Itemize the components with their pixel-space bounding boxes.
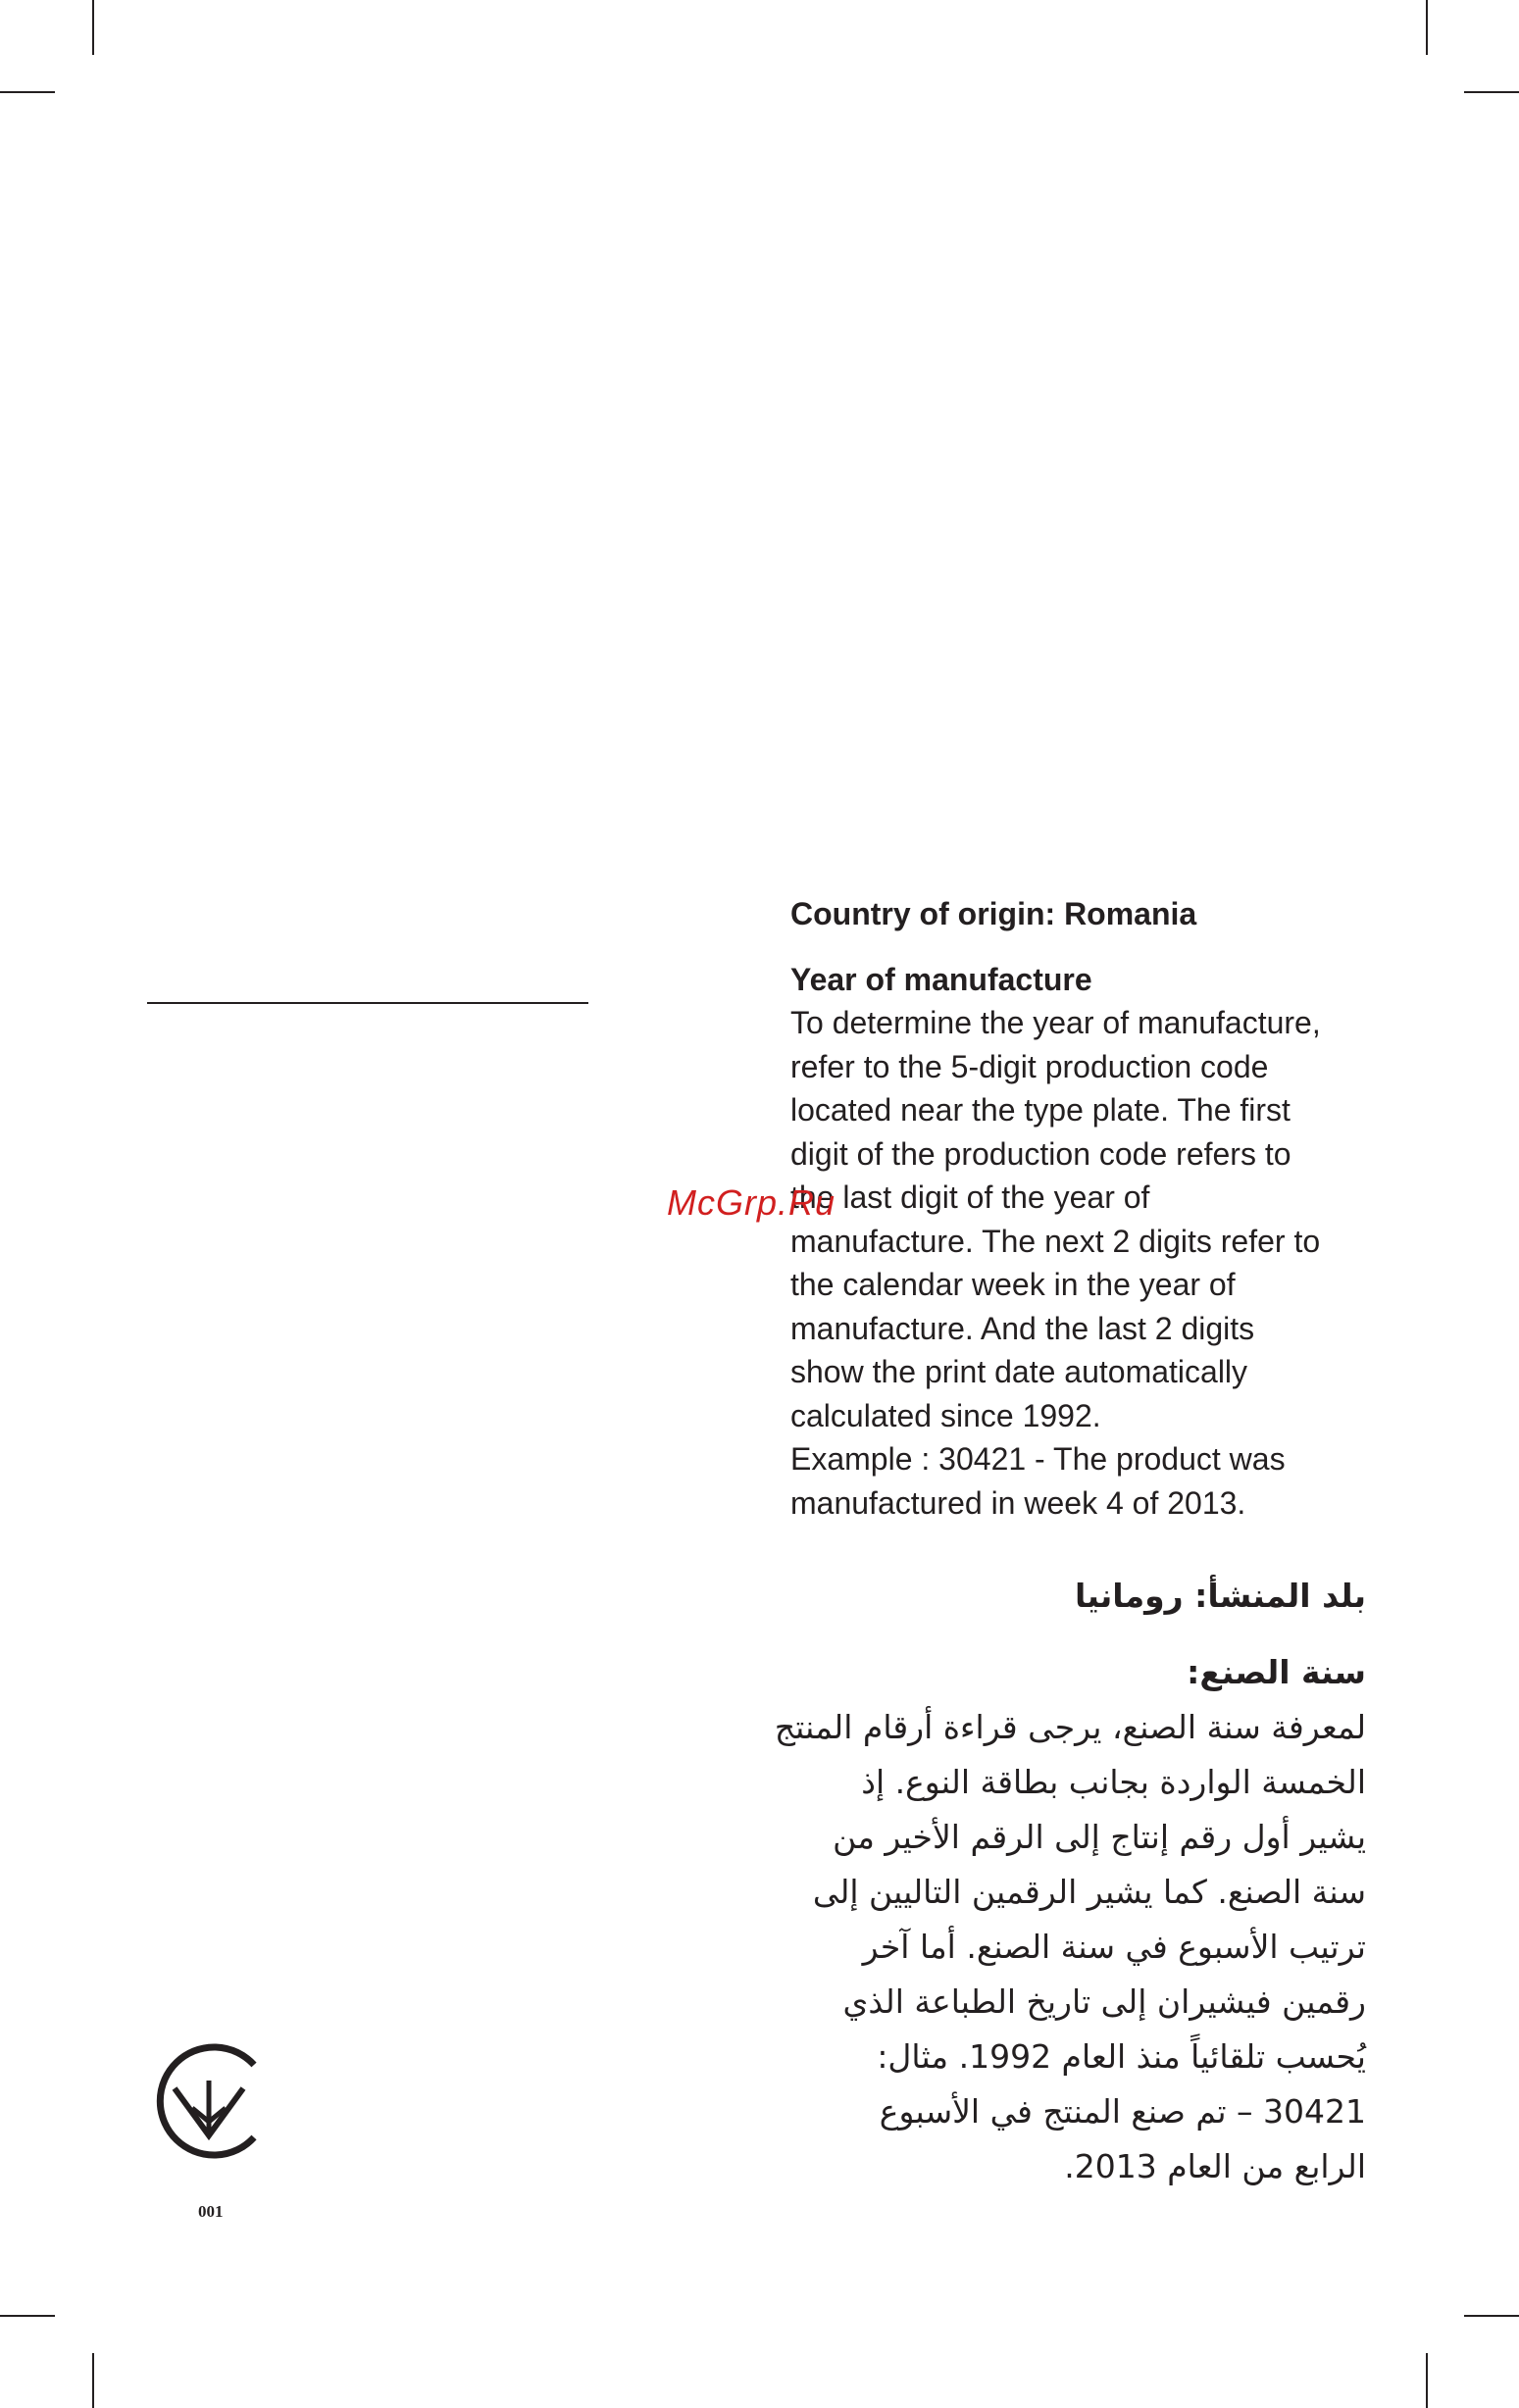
- body-line-en: refer to the 5-digit production code: [790, 1048, 1269, 1084]
- year-heading-en: Year of manufacture: [790, 961, 1092, 997]
- certification-code: 001: [198, 2202, 224, 2221]
- year-body-ar: [758, 1700, 1366, 2194]
- year-heading-ar: سنة الصنع:: [1187, 1653, 1366, 1691]
- body-line-en: Example : 30421 - The product was: [790, 1441, 1286, 1477]
- crop-mark-top-left-vertical: [92, 0, 94, 55]
- english-section: [790, 892, 1418, 1525]
- crop-mark-top-right-horizontal: [1464, 91, 1519, 93]
- body-line-ar: يشير أول رقم إنتاج إلى الرقم الأخير من: [833, 1818, 1366, 1856]
- year-body-en: [790, 1001, 1418, 1525]
- crop-mark-bottom-right-horizontal: [1464, 2315, 1519, 2317]
- body-line-ar: 30421 – تم صنع المنتج في الأسبوع: [879, 2092, 1366, 2131]
- crop-mark-bottom-right-vertical: [1426, 2353, 1428, 2408]
- body-line-ar: الخمسة الواردة بجانب بطاقة النوع. إذ: [861, 1763, 1366, 1801]
- country-of-origin-en: Country of origin: Romania: [790, 896, 1197, 931]
- body-line-ar: الرابع من العام 2013.: [1064, 2147, 1366, 2185]
- body-line-ar: رقمين فيشيران إلى تاريخ الطباعة الذي: [842, 1982, 1366, 2021]
- country-of-origin-ar: بلد المنشأ: رومانيا: [1075, 1577, 1366, 1615]
- crop-mark-bottom-left-vertical: [92, 2353, 94, 2408]
- arabic-section: [758, 1569, 1366, 2194]
- body-line-ar: سنة الصنع. كما يشير الرقمين التاليين إلى: [812, 1873, 1366, 1911]
- body-line-en: To determine the year of manufacture,: [790, 1005, 1321, 1040]
- crop-mark-top-right-vertical: [1426, 0, 1428, 55]
- body-line-ar: يُحسب تلقائياً منذ العام 1992. مثال:: [877, 2037, 1366, 2076]
- body-line-en: located near the type plate. The first: [790, 1092, 1291, 1128]
- body-line-en: show the print date automatically: [790, 1354, 1248, 1389]
- body-line-en: the last digit of the year of: [790, 1179, 1150, 1215]
- body-line-ar: لمعرفة سنة الصنع، يرجى قراءة أرقام المنتج: [774, 1708, 1366, 1746]
- body-line-en: manufactured in week 4 of 2013.: [790, 1484, 1246, 1521]
- body-line-en: manufacture. And the last 2 digits: [790, 1310, 1255, 1346]
- body-line-en: the calendar week in the year of: [790, 1267, 1236, 1302]
- body-line-en: digit of the production code refers to: [790, 1135, 1291, 1172]
- watermark-text: McGrp.Ru: [667, 1182, 836, 1223]
- body-line-ar: ترتيب الأسبوع في سنة الصنع. أما آخر: [862, 1928, 1366, 1966]
- body-line-en: calculated since 1992.: [790, 1397, 1101, 1433]
- crop-mark-bottom-left-horizontal: [0, 2315, 55, 2317]
- ukrainian-conformity-mark-icon: [145, 2037, 273, 2165]
- divider-line: [147, 1002, 588, 1004]
- crop-mark-top-left-horizontal: [0, 91, 55, 93]
- body-line-en: manufacture. The next 2 digits refer to: [790, 1223, 1321, 1259]
